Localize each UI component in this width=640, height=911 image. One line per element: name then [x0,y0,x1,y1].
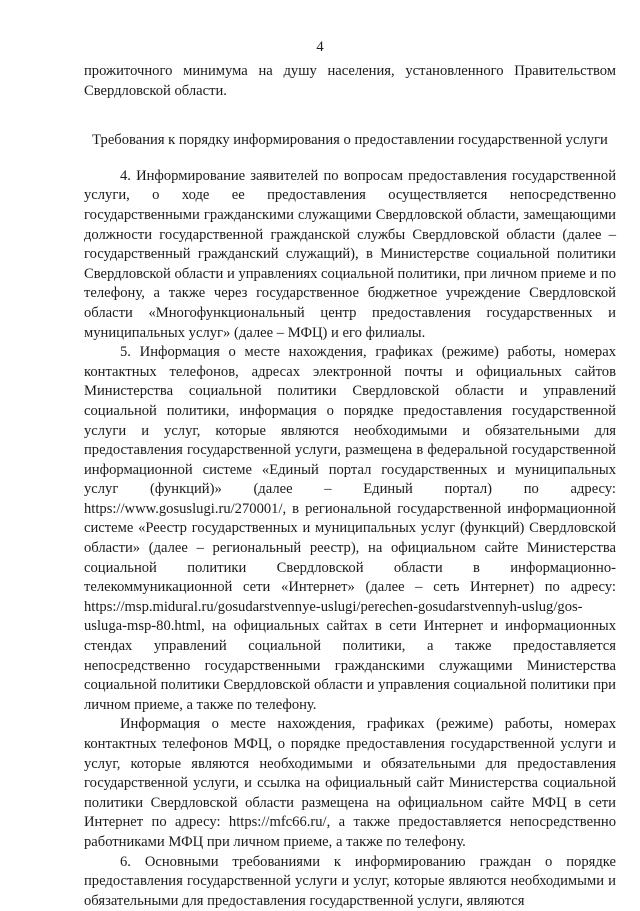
document-body [84,62,616,911]
paragraph-mfc-info: Информация о месте нахождения, графиках (режиме) работы, номерах контактных телефонов МФЦ, о порядке предоставления государственной услуги и услуг, которые являются необходимыми и обязательными для предоставления государственной услуги, и ссылка на официальный сайт Министерства социальной политики Свердловской области размещена на официальном сайте МФЦ в сети Интернет по адресу: https://mfc66.ru/, а также предоставляется непосредственно работниками МФЦ при личном приеме, а также по телефону. [84,716,616,850]
page-number: 4 [316,39,324,55]
paragraph-6: 6. Основными требованиями к информированию граждан о порядке предоставления государственной услуги и услуг, которые являются необходимыми и обязательными для предоставления государственной услуги, являются [84,853,616,909]
paragraph-5: 5. Информация о месте нахождения, графиках (режиме) работы, номерах контактных телефонов, адресах электронной почты и официальных сайтов Министерства социальной политики Свердловской области и управлений социальной политики, информация о порядке предоставления государственной услуги и услуг, которые являются необходимыми и обязательными для предоставления государственной услуги, размещена в федеральной государственной информационной системе «Единый портал государственных и муниципальных услуг (функций)» (далее – Единый портал) по адресу: https://www.gosuslugi.ru/270001/, в региональной государственной информационной системе «Реестр государственных и муниципальных услуг (функций) Свердловской области» (далее – региональный реестр), на официальном сайте Министерства социальной политики Свердловской области в информационно-телекоммуникационной сети «Интернет» (далее – сеть Интернет) по адресу: https://msp.midural.ru/gosudarstvennye-uslugi/perechen-gosudarstvennyh-uslug/gos-usluga-msp-80.html, на официальных сайтах в сети Интернет и информационных стендах управлений социальной политики, а также предоставляется непосредственно государственными гражданскими служащими Министерства социальной политики Свердловской области и управления социальной политики при личном приеме, а также по телефону. [84,344,616,713]
section-heading: Требования к порядку информирования о предоставлении государственной услуги [92,132,608,149]
paragraph-4: 4. Информирование заявителей по вопросам предоставления государственной услуги, о ходе ее предоставления осуществляется непосредственно государственными гражданскими служащими Свердловской области, замещающими должности государственной гражданской службы Свердловской области (далее – государственный гражданский служащий), в Министерстве социальной политики Свердловской области и управлениях социальной политики, при личном приеме и по телефону, а также через государственное бюджетное учреждение Свердловской области «Многофункциональный центр предоставления государственных и муниципальных услуг» (далее – МФЦ) и его филиалы. [84,167,616,341]
continuation-text: прожиточного минимума на душу населения, установленного Правительством Свердловской области. [84,63,616,99]
